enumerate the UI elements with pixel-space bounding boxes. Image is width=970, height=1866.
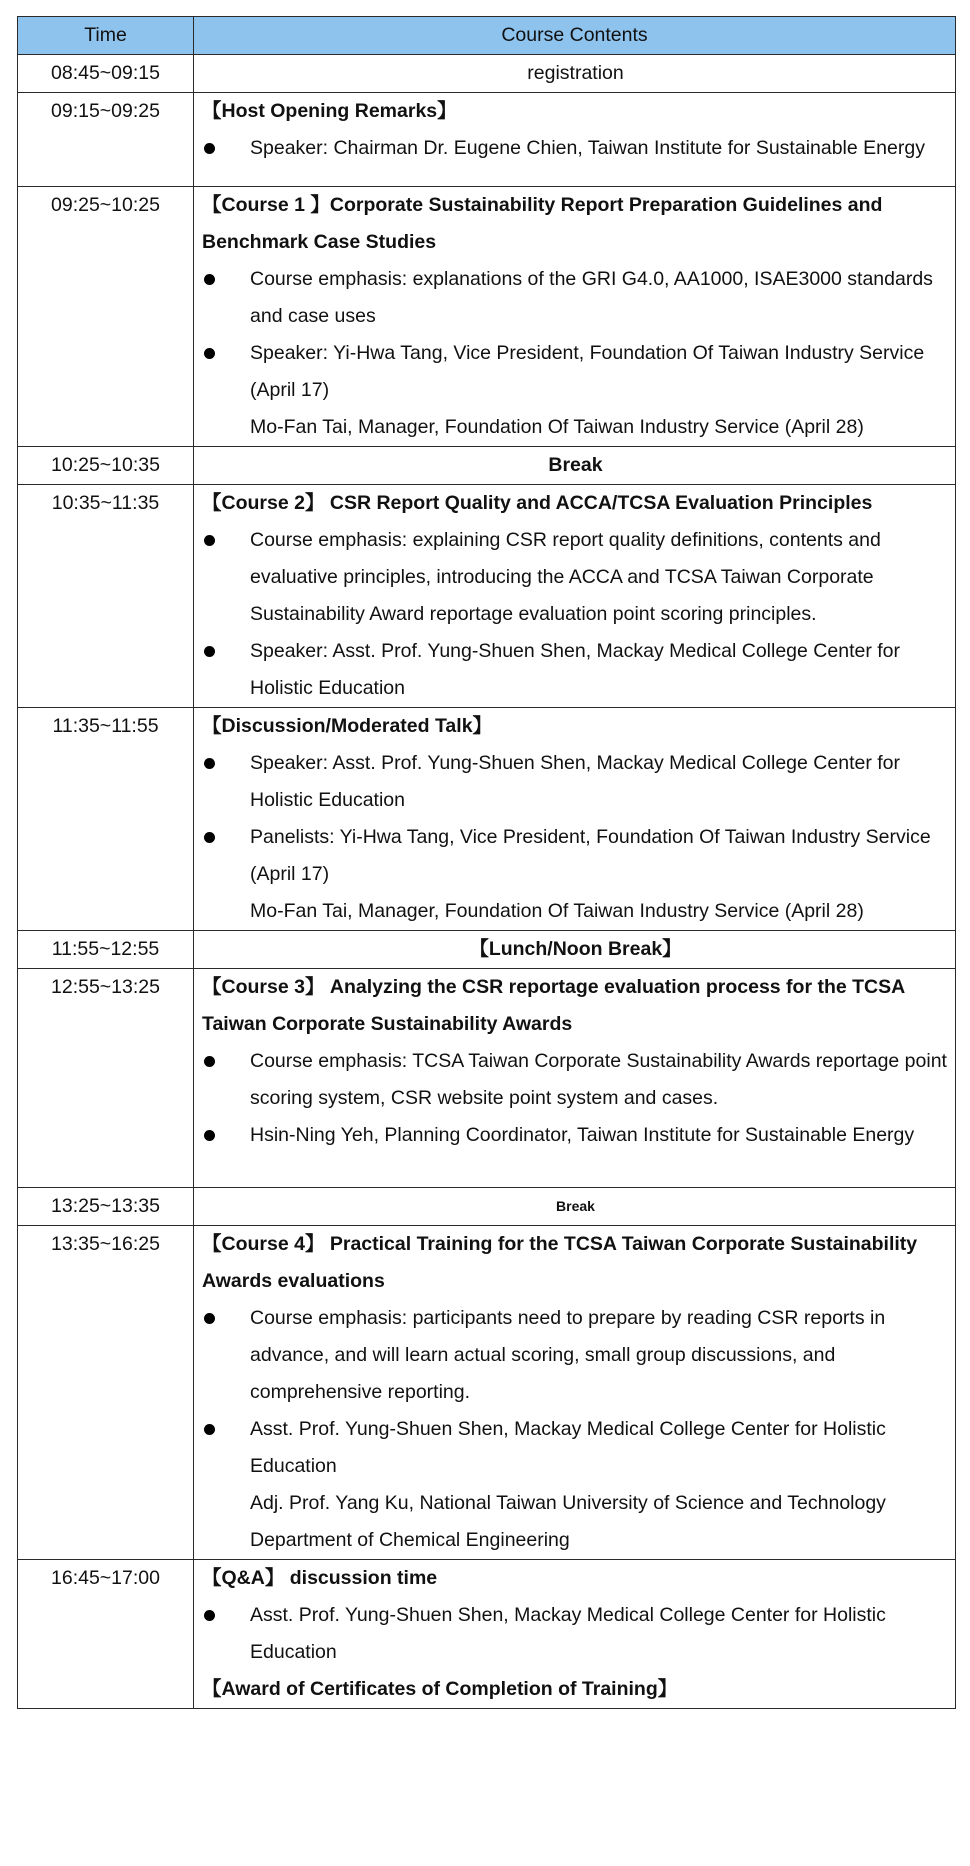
session-title: 【Discussion/Moderated Talk】 (202, 715, 493, 737)
list-item (202, 633, 949, 707)
session-contents (194, 93, 956, 187)
time-slot: 13:25~13:35 (18, 1188, 194, 1226)
table-row (18, 969, 956, 1188)
time-slot: 12:55~13:25 (18, 969, 194, 1188)
session-contents (194, 55, 956, 93)
list-item (202, 522, 949, 633)
session-contents (194, 1188, 956, 1226)
table-header-row (18, 17, 956, 55)
session-contents (194, 447, 956, 485)
list-item-text: Panelists: Yi-Hwa Tang, Vice President, Foundation Of Taiwan Industry Service (April 17) (250, 826, 931, 885)
session-contents (194, 485, 956, 708)
list-item (202, 1411, 949, 1485)
list-item-continuation: Adj. Prof. Yang Ku, National Taiwan University of Science and Technology Department of Chemical Engineering (250, 1492, 886, 1551)
bullet-icon (204, 1056, 215, 1067)
contents-column-header: Course Contents (194, 17, 956, 55)
session-contents (194, 187, 956, 447)
time-slot: 10:25~10:35 (18, 447, 194, 485)
table-row (18, 55, 956, 93)
session-contents (194, 708, 956, 931)
bullet-icon (204, 832, 215, 843)
session-title: 【Q&A】 discussion time (202, 1567, 438, 1589)
time-slot: 16:45~17:00 (18, 1560, 194, 1709)
list-item-text: Course emphasis: explanations of the GRI G4.0, AA1000, ISAE3000 standards and case uses (250, 268, 933, 327)
table-row (18, 1226, 956, 1560)
list-item-text: Speaker: Asst. Prof. Yung-Shuen Shen, Mackay Medical College Center for Holistic Education (250, 640, 900, 699)
table-row (18, 447, 956, 485)
list-item-continuation: Mo-Fan Tai, Manager, Foundation Of Taiwan Industry Service (April 28) (250, 900, 864, 922)
list-item (202, 261, 949, 335)
bullet-icon (204, 1424, 215, 1435)
break-label: Break (556, 1198, 595, 1214)
table-row (18, 1188, 956, 1226)
list-item (202, 335, 949, 409)
bullet-icon (204, 274, 215, 285)
list-item-text: Asst. Prof. Yung-Shuen Shen, Mackay Medical College Center for Holistic Education (250, 1418, 886, 1477)
time-slot: 10:35~11:35 (18, 485, 194, 708)
bullet-icon (204, 143, 215, 154)
table-row (18, 931, 956, 969)
bullet-icon (204, 1610, 215, 1621)
list-item-text: Speaker: Yi-Hwa Tang, Vice President, Foundation Of Taiwan Industry Service (April 17) (250, 342, 925, 401)
bullet-icon (204, 1130, 215, 1141)
time-slot: 09:15~09:25 (18, 93, 194, 187)
time-slot: 13:35~16:25 (18, 1226, 194, 1560)
list-item (202, 745, 949, 819)
time-slot: 11:55~12:55 (18, 931, 194, 969)
list-item (202, 1300, 949, 1411)
table-row (18, 708, 956, 931)
session-title: 【Course 4】 Practical Training for the TCSA Taiwan Corporate Sustainability Awards evaluations (202, 1233, 918, 1292)
schedule-body (18, 55, 956, 1709)
table-row (18, 93, 956, 187)
bullet-icon (204, 758, 215, 769)
time-column-header: Time (18, 17, 194, 55)
table-row (18, 1560, 956, 1709)
list-item (202, 1117, 949, 1154)
session-footer: 【Award of Certificates of Completion of Training】 (202, 1678, 678, 1700)
time-slot: 09:25~10:25 (18, 187, 194, 447)
bullet-icon (204, 646, 215, 657)
list-item-continuation: Mo-Fan Tai, Manager, Foundation Of Taiwan Industry Service (April 28) (250, 416, 864, 438)
list-item-text: Course emphasis: explaining CSR report quality definitions, contents and evaluative principles, introducing the ACCA and TCSA Taiwan Corporate Sustainability Award reportage evaluation point scoring principles. (250, 529, 881, 625)
bullet-icon (204, 535, 215, 546)
session-note: registration (527, 62, 624, 84)
session-contents (194, 1226, 956, 1560)
list-item (202, 130, 949, 167)
table-row (18, 485, 956, 708)
session-title: 【Course 2】 CSR Report Quality and ACCA/TCSA Evaluation Principles (202, 492, 873, 514)
table-row (18, 187, 956, 447)
list-item-text: Hsin-Ning Yeh, Planning Coordinator, Taiwan Institute for Sustainable Energy (250, 1124, 915, 1146)
list-item (202, 819, 949, 893)
list-item-text: Course emphasis: participants need to prepare by reading CSR reports in advance, and will learn actual scoring, small group discussions, and comprehensive reporting. (250, 1307, 886, 1403)
session-title: 【Course 3】 Analyzing the CSR reportage evaluation process for the TCSA Taiwan Corporate Sustainability Awards (202, 976, 905, 1035)
break-label: Break (548, 454, 603, 476)
session-title: 【Course 1 】Corporate Sustainability Report Preparation Guidelines and Benchmark Case Studies (202, 194, 883, 253)
list-item-text: Speaker: Chairman Dr. Eugene Chien, Taiwan Institute for Sustainable Energy (250, 137, 925, 159)
session-contents (194, 931, 956, 969)
session-contents (194, 969, 956, 1188)
bullet-icon (204, 348, 215, 359)
list-item (202, 1597, 949, 1671)
time-slot: 08:45~09:15 (18, 55, 194, 93)
time-slot: 11:35~11:55 (18, 708, 194, 931)
break-label: 【Lunch/Noon Break】 (469, 938, 682, 960)
session-title: 【Host Opening Remarks】 (202, 100, 457, 122)
list-item-text: Asst. Prof. Yung-Shuen Shen, Mackay Medical College Center for Holistic Education (250, 1604, 886, 1663)
schedule-table (17, 16, 956, 1709)
session-contents (194, 1560, 956, 1709)
list-item (202, 1043, 949, 1117)
bullet-icon (204, 1313, 215, 1324)
list-item-text: Course emphasis: TCSA Taiwan Corporate Sustainability Awards reportage point scoring system, CSR website point system and cases. (250, 1050, 947, 1109)
list-item-text: Speaker: Asst. Prof. Yung-Shuen Shen, Mackay Medical College Center for Holistic Education (250, 752, 900, 811)
